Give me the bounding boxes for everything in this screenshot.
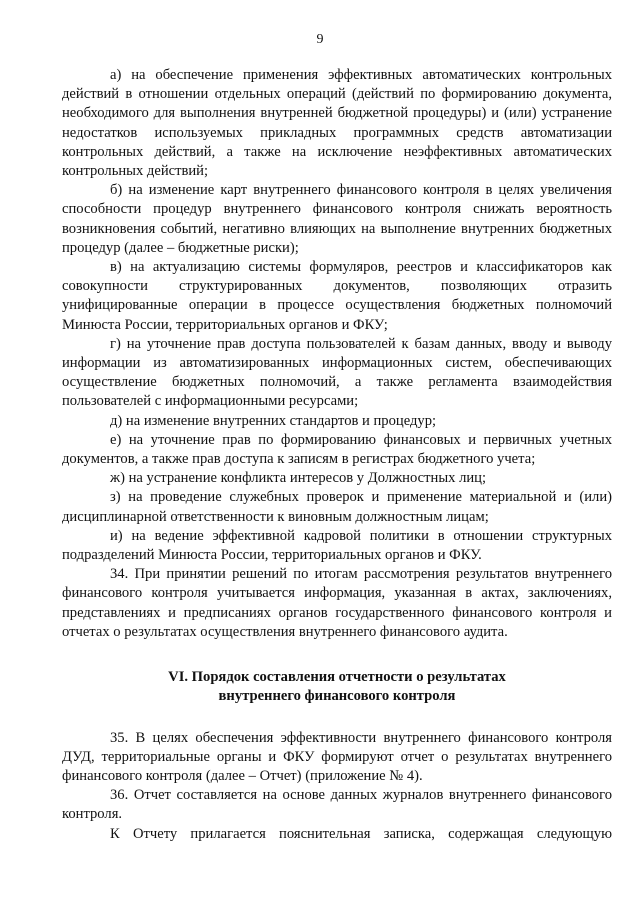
- paragraph-item-v: в) на актуализацию системы формуляров, реестров и классификаторов как совокупности структурированных документов, позволяющих отразить унифицированные операции в процессе осуществления бюджетных полномочий Минюста России, территориальных органов и ФКУ;: [62, 259, 612, 333]
- paragraph-item-b: б) на изменение карт внутреннего финансового контроля в целях увеличения способности процедур внутреннего финансового контроля снижать вероятность возникновения событий, негативно влияющих на выполнение внутренних бюджетных процедур (далее – бюджетные риски);: [62, 182, 612, 256]
- paragraph-explanatory-note: К Отчету прилагается пояснительная записка, содержащая следующую: [110, 825, 612, 842]
- section-heading: [62, 668, 612, 706]
- section-heading-line-2: внутреннего финансового контроля: [218, 688, 456, 705]
- page-number: 9: [316, 32, 324, 47]
- paragraph-item-z: з) на проведение служебных проверок и применение материальной и (или) дисциплинарной ответственности к виновным должностным лицам;: [62, 489, 612, 525]
- document-body: [62, 66, 612, 844]
- paragraph-item-zh: ж) на устранение конфликта интересов у Должностных лиц;: [110, 470, 487, 487]
- paragraph-item-i: и) на ведение эффективной кадровой политики в отношении структурных подразделений Минюста России, территориальных органов и ФКУ.: [62, 527, 612, 564]
- paragraph-item-d: д) на изменение внутренних стандартов и процедур;: [110, 412, 437, 429]
- paragraph-34: 34. При принятии решений по итогам рассмотрения результатов внутреннего финансового контроля учитывается информация, указанная в актах, заключениях, представлениях и предписаниях органов государственного финансового контроля и отчетах о результатах осуществления внутреннего финансового аудита.: [62, 566, 612, 640]
- paragraph-35: 35. В целях обеспечения эффективности внутреннего финансового контроля ДУД, территориальные органы и ФКУ формируют отчет о результатах внутреннего финансового контроля (далее – Отчет) (приложение № 4).: [62, 729, 612, 784]
- paragraph-item-g: г) на уточнение прав доступа пользователей к базам данных, вводу и выводу информации из автоматизированных информационных систем, обеспечивающих осуществление бюджетных полномочий, а также регламента взаимодействия пользователей с информационными ресурсами;: [62, 335, 612, 410]
- paragraph-36: 36. Отчет составляется на основе данных журналов внутреннего финансового контроля.: [62, 787, 612, 823]
- paragraph-item-a: а) на обеспечение применения эффективных автоматических контрольных действий в отношении отдельных операций (действий по формированию документа, необходимого для выполнения внутренней бюджетной процедуры) и (или) устранение недостатков используемых прикладных программных средств автоматизации контрольных действий, а также на исключение неэффективных автоматических контрольных действий;: [62, 67, 612, 180]
- section-heading-line-1: VI. Порядок составления отчетности о результатах: [168, 669, 506, 686]
- paragraph-item-e: е) на уточнение прав по формированию финансовых и первичных учетных документов, а также прав доступа к записям в регистрах бюджетного учета;: [62, 431, 612, 468]
